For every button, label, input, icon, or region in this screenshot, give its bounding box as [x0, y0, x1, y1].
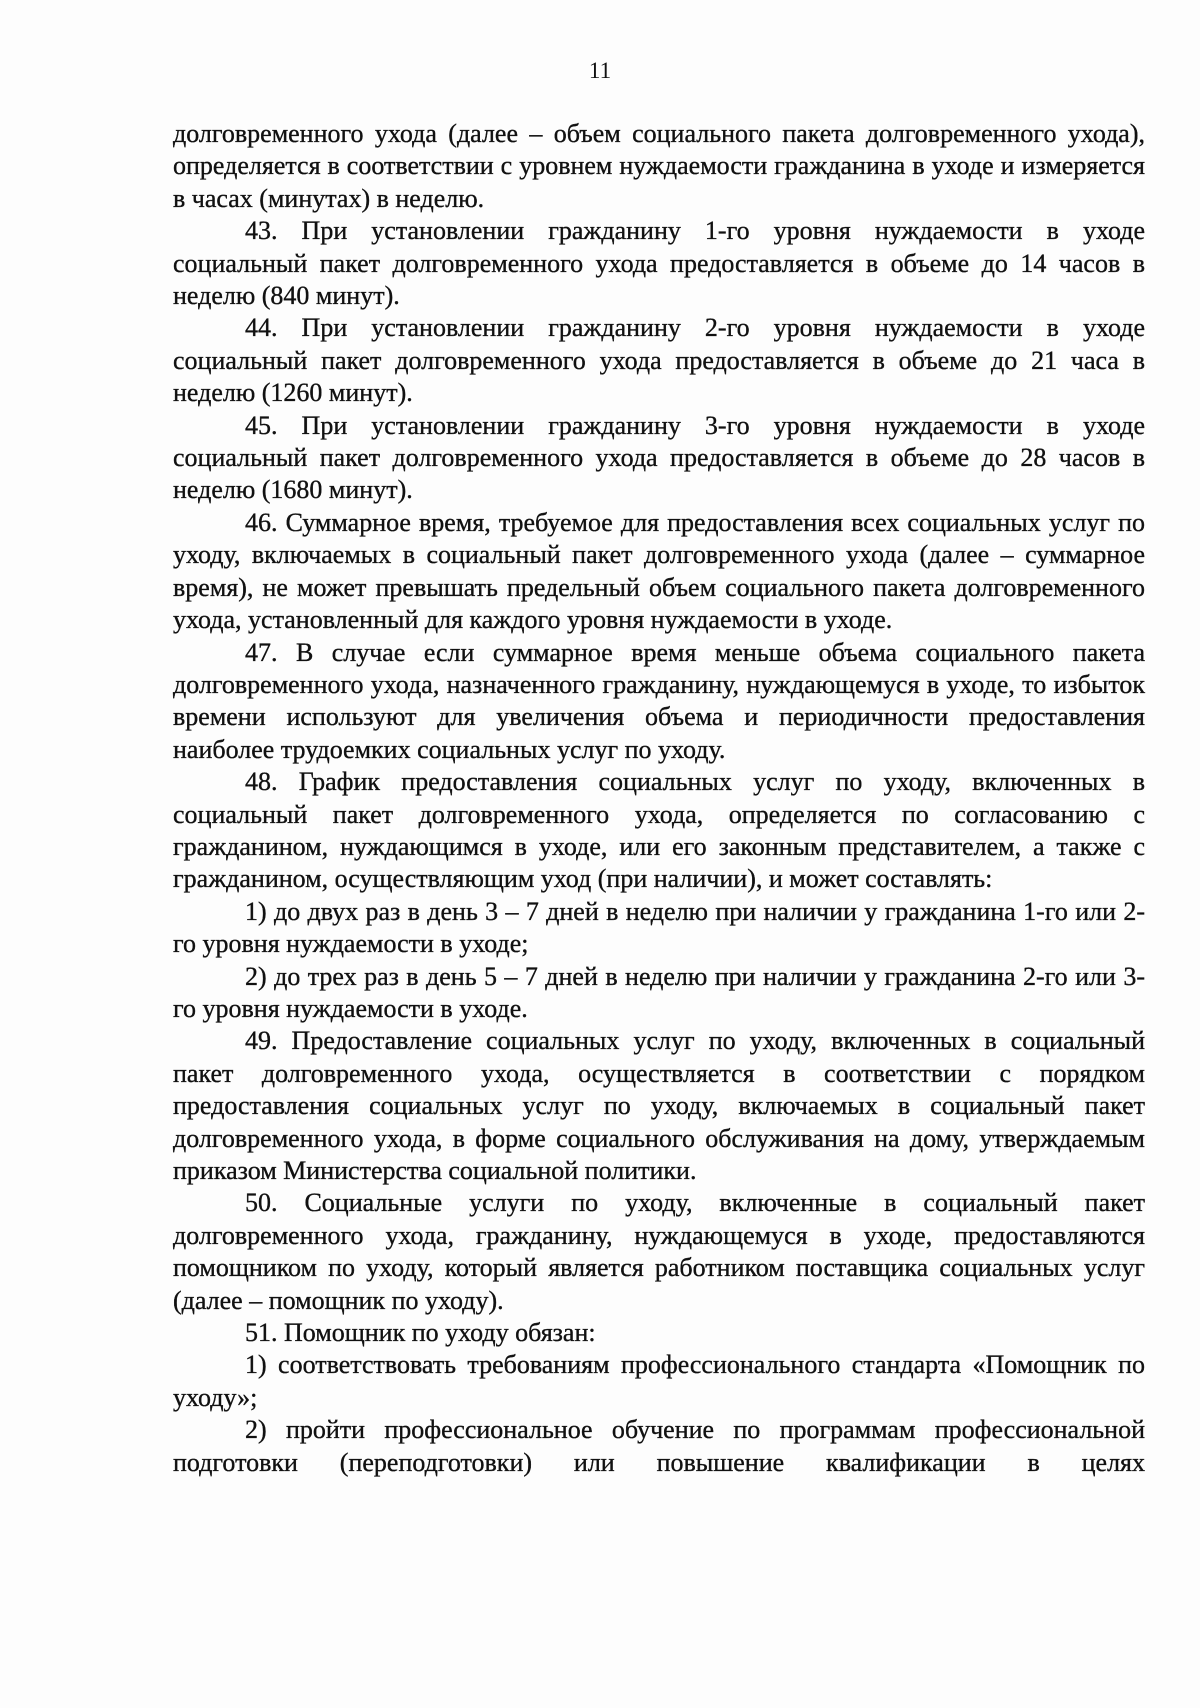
document-body	[173, 118, 1145, 1479]
paragraph-50: 50. Социальные услуги по уходу, включенные в социальный пакет долговременного ухода, гражданину, нуждающемуся в уходе, предоставляются помощником по уходу, который является работником поставщика социальных услуг (далее – помощник по уходу).	[173, 1188, 1145, 1315]
page-number: 11	[588, 58, 612, 83]
paragraph-43: 43. При установлении гражданину 1-го уровня нуждаемости в уходе социальный пакет долговременного ухода предоставляется в объеме до 14 часов в неделю (840 минут).	[173, 216, 1145, 311]
paragraph-44: 44. При установлении гражданину 2-го уровня нуждаемости в уходе социальный пакет долговременного ухода предоставляется в объеме до 21 часа в неделю (1260 минут).	[173, 313, 1145, 408]
list-item-51-1: 1) соответствовать требованиям профессионального стандарта «Помощник по уходу»;	[173, 1350, 1145, 1412]
paragraph-continuation: долговременного ухода (далее – объем социального пакета долговременного ухода), определяется в соответствии с уровнем нуждаемости гражданина в уходе и измеряется в часах (минутах) в неделю.	[173, 119, 1145, 213]
paragraph-45: 45. При установлении гражданину 3-го уровня нуждаемости в уходе социальный пакет долговременного ухода предоставляется в объеме до 28 часов в неделю (1680 минут).	[173, 410, 1145, 505]
list-item-48-1: 1) до двух раз в день 3 – 7 дней в неделю при наличии у гражданина 1-го или 2-го уровня нуждаемости в уходе;	[173, 896, 1145, 959]
list-item-51-2: 2) пройти профессиональное обучение по программам профессиональной подготовки (переподготовки) или повышение квалификации в целях	[173, 1415, 1145, 1477]
paragraph-51: 51. Помощник по уходу обязан:	[245, 1318, 596, 1348]
paragraph-46: 46. Суммарное время, требуемое для предоставления всех социальных услуг по уходу, включаемых в социальный пакет долговременного ухода (далее – суммарное время), не может превышать предельный объем социального пакета долговременного ухода, установленный для каждого уровня нуждаемости в уходе.	[173, 507, 1145, 635]
paragraph-47: 47. В случае если суммарное время меньше объема социального пакета долговременного ухода, назначенного гражданину, нуждающемуся в уходе, то избыток времени используют для увеличения объема и периодичности предоставления наиболее трудоемких социальных услуг по уходу.	[173, 637, 1145, 764]
paragraph-48: 48. График предоставления социальных услуг по уходу, включенных в социальный пакет долговременного ухода, определяется по согласованию с гражданином, нуждающимся в уходе, или его законным представителем, а также с гражданином, осуществляющим уход (при наличии), и может составлять:	[173, 767, 1145, 894]
list-item-48-2: 2) до трех раз в день 5 – 7 дней в неделю при наличии у гражданина 2-го или 3-го уровня нуждаемости в уходе.	[173, 961, 1145, 1023]
paragraph-49: 49. Предоставление социальных услуг по уходу, включенных в социальный пакет долговременного ухода, осуществляется в соответствии с порядком предоставления социальных услуг по уходу, включаемых в социальный пакет долговременного ухода, в форме социального обслуживания на дому, утверждаемым приказом Министерства социальной политики.	[173, 1026, 1145, 1185]
